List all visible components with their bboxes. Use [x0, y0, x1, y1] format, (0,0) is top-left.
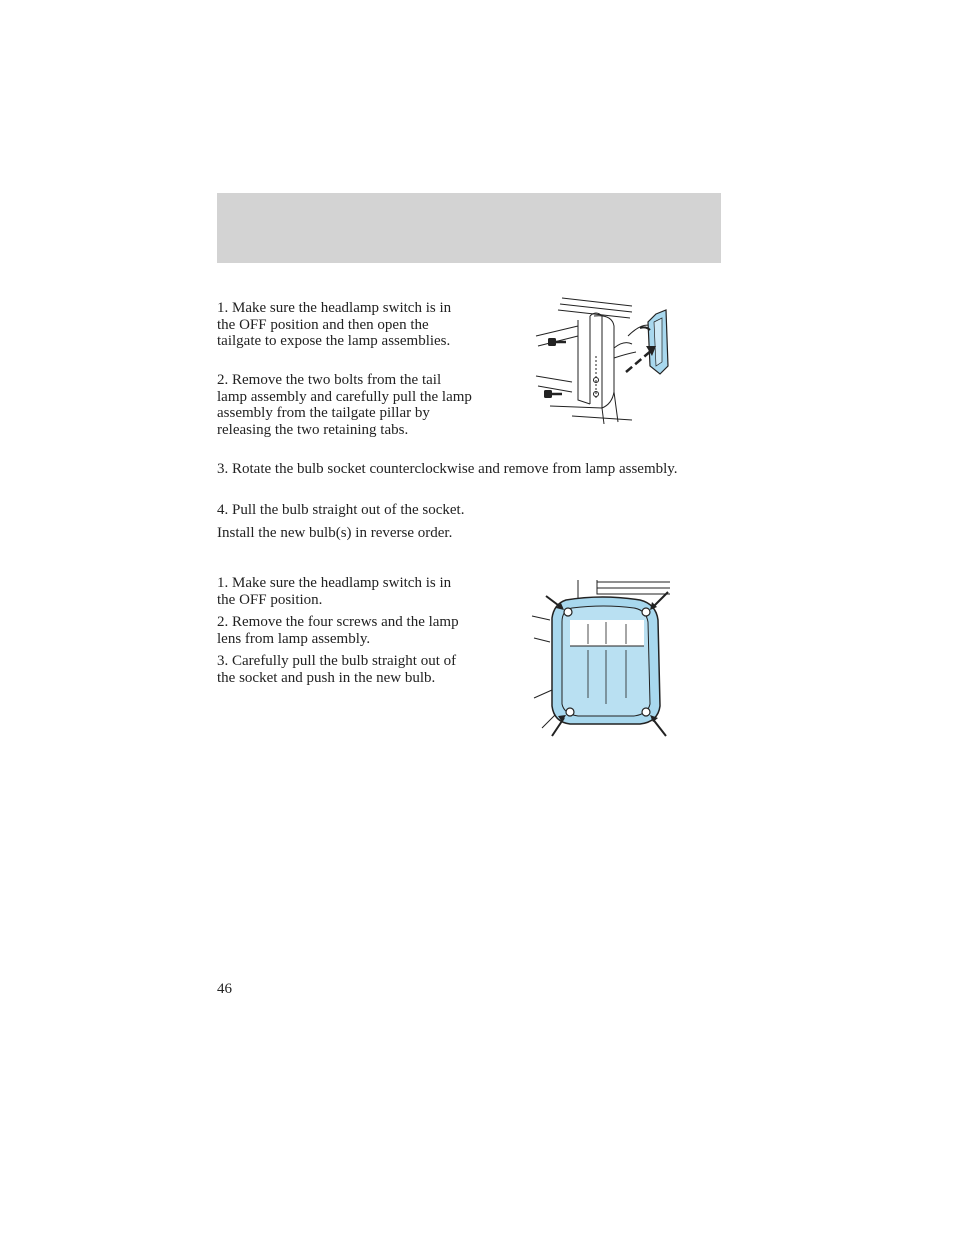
section1-step3: 3. Rotate the bulb socket counterclockwise and remove from lamp assembly. — [217, 461, 678, 477]
section1-step4: 4. Pull the bulb straight out of the socket. — [217, 502, 465, 518]
lamp-lens-screws-illustration — [530, 578, 672, 740]
section1-step1: 1. Make sure the headlamp switch is in the OFF position and then open the tailgate to expose the lamp assemblies. — [217, 300, 452, 349]
header-band — [217, 193, 721, 263]
section1-install: Install the new bulb(s) in reverse order. — [217, 525, 453, 541]
tail-lamp-removal-illustration — [532, 296, 677, 428]
section2-step2: 2. Remove the four screws and the lamp lens from lamp assembly. — [217, 614, 459, 647]
section1-step2: 2. Remove the two bolts from the tail lamp assembly and carefully pull the lamp assembly from the tailgate pillar by releasing the two retaining tabs. — [217, 372, 472, 438]
section2-step1: 1. Make sure the headlamp switch is in the OFF position. — [217, 575, 452, 608]
page-number: 46 — [217, 981, 232, 997]
section2-step3: 3. Carefully pull the bulb straight out of the socket and push in the new bulb. — [217, 653, 457, 686]
